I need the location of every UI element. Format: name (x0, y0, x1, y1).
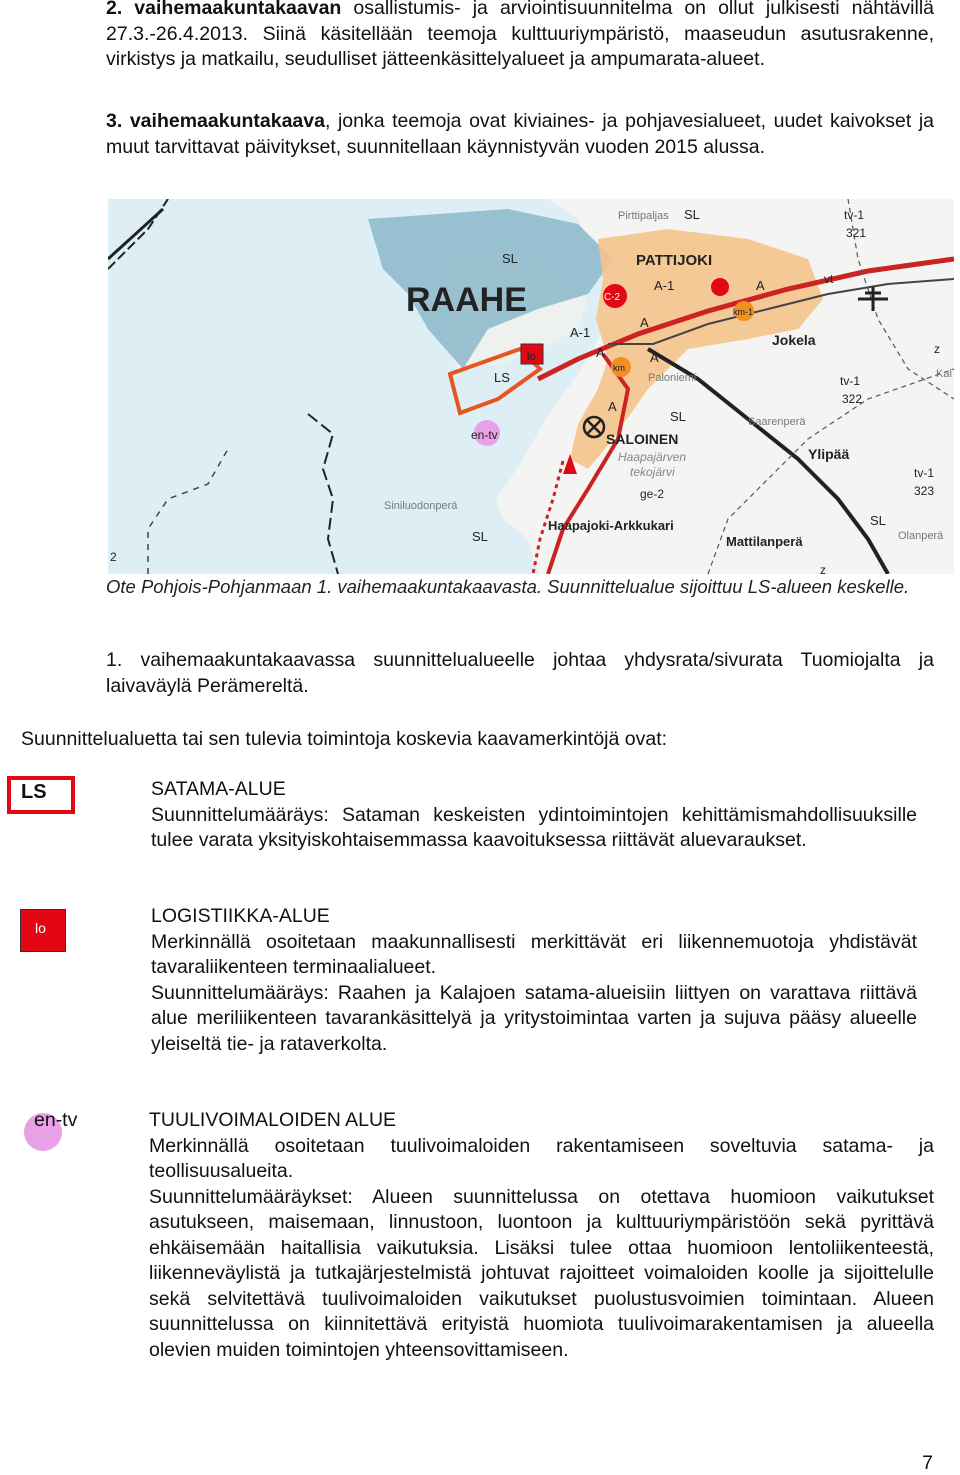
map-label-2: 2 (110, 550, 117, 564)
map-label-tv323-a: tv-1 (914, 466, 935, 480)
map-label-ylipaa: Ylipää (808, 446, 850, 462)
legend-entv-text-1: Merkinnällä osoitetaan tuulivoimaloiden rakentamiseen soveltuvia satama- ja teollisuusalueita. (149, 1134, 934, 1182)
map-label-tekojarvi: tekojärvi (630, 465, 675, 479)
map-label-z-1: z (934, 342, 940, 356)
map-label-tv322-a: tv-1 (840, 374, 861, 388)
map-label-a1-2: A-1 (570, 325, 591, 340)
map-label-sl-1: SL (502, 251, 518, 266)
map-label-haapajarven: Haapajärven (618, 450, 687, 464)
map-label-tv321-b: 321 (846, 226, 867, 240)
map-label-sl-4: SL (870, 513, 886, 528)
map-label-km: km (613, 363, 625, 373)
map-label-z-2: z (820, 563, 826, 574)
map-label-lo: lo (527, 351, 536, 363)
map-label-pirttipaljas: Pirttipaljas (618, 210, 669, 222)
map-label-sl-3: SL (670, 409, 686, 424)
map-label-a-2: A (650, 350, 659, 365)
map-label-a-5: A (596, 345, 605, 360)
map-label-mattilanpera: Mattilanperä (726, 534, 803, 549)
map-label-tv322-b: 322 (842, 392, 863, 406)
ls-symbol (7, 776, 75, 814)
map-label-a-1: A (640, 315, 649, 330)
map-label-vt: vt (824, 272, 834, 286)
map-label-a1-1: A-1 (654, 278, 675, 293)
paragraph-phase2-lead: 2. vaihemaakuntakaavan (106, 0, 342, 19)
map-label-sl-2: SL (684, 207, 700, 222)
map-label-siniluodonpera: Siniluodonperä (384, 500, 458, 512)
map-label-jokela: Jokela (772, 332, 816, 348)
map-label-pattijoki: PATTIJOKI (636, 252, 713, 269)
map-label-km1: km-1 (733, 307, 753, 317)
map-label-olanpera: Olanperä (898, 530, 944, 542)
paragraph-phase3-lead: 3. vaihemaakuntakaava (106, 110, 325, 132)
legend-title: Suunnittelualuetta tai sen tulevia toimintoja koskevia kaavamerkintöjä ovat: (21, 728, 668, 750)
lo-symbol-label: lo (35, 920, 46, 936)
entv-symbol-label: en-tv (34, 1109, 78, 1131)
map-caption: Ote Pohjois-Pohjanmaan 1. vaihemaakuntakaavasta. Suunnittelualue sijoittuu LS-alueen keskelle. (106, 576, 910, 597)
legend-ls (151, 777, 917, 854)
legend-lo-title: LOGISTIIKKA-ALUE (151, 905, 330, 927)
map-label-paloniemi: Paloniemi (648, 372, 697, 384)
map-label-ge2: ge-2 (640, 487, 665, 501)
map-label-saarenpera: Saarenperä (748, 416, 806, 428)
map-label-tv321-a: tv-1 (844, 208, 865, 222)
map-label-a-3: A (608, 399, 617, 414)
legend-entv-title: TUULIVOIMALOIDEN ALUE (149, 1109, 397, 1131)
paragraph-phase2 (106, 0, 934, 73)
map-label-raahe: RAAHE (406, 281, 527, 319)
ls-symbol-label: LS (21, 781, 47, 803)
legend-ls-text: Suunnittelumääräys: Sataman keskeisten ydintoimintojen kehittämismahdollisuuksille tulee varata yksityiskohtaisemmassa kaavoituksessa riittävät aluevaraukset. (151, 803, 917, 851)
legend-lo-text-1: Merkinnällä osoitetaan maakunnallisesti merkittävät eri liikennemuotoja yhdistävät tavaraliikenteen terminaalialueet. (151, 930, 917, 978)
legend-lo (151, 904, 917, 1057)
map-label-haapajoki: Haapajoki-Arkkukari (548, 518, 674, 533)
legend-entv (149, 1108, 934, 1363)
map-label-c2: C-2 (604, 292, 621, 303)
paragraph-phase3-text: , jonka teemoja ovat kiviaines- ja pohjavesialueet, uudet kaivokset ja muut tarvittavat päivitykset, suunnitellaan käynnistyvän vuoden 2015 alussa. (106, 110, 934, 158)
map-label-a-4: A (756, 278, 765, 293)
lo-symbol (20, 909, 66, 952)
map-label-tv323-b: 323 (914, 484, 935, 498)
map-label-ls: LS (494, 370, 510, 385)
map-label-entv: en-tv (471, 428, 498, 442)
legend-lo-text-2: Suunnittelumääräys: Raahen ja Kalajoen satama-alueisiin liittyen on varattava riittävä alue meriliikenteen tavarankäsittelyä ja yritystoimintaa varten ja sujuva pääsy alueelle yleiseltä tie- ja rataverkolta. (151, 981, 917, 1055)
map-label-sl-5: SL (472, 529, 488, 544)
regional-plan-map (108, 199, 954, 574)
legend-ls-title: SATAMA-ALUE (151, 778, 286, 800)
paragraph-phase1: 1. vaihemaakuntakaavassa suunnittelualueelle johtaa yhdysrata/sivurata Tuomiojalta ja laivaväylä Perämereltä. (106, 649, 934, 697)
paragraph-phase3 (106, 109, 934, 160)
map-svg (108, 199, 954, 574)
legend-entv-text-2: Suunnittelumääräykset: Alueen suunnittelussa on otettava huomioon vaikutukset asutukseen, maisemaan, linnustoon, luontoon ja kulttuuriympäristöön sekä pyrittävä ehkäisemään haitallisia vaikutuksia. Lisäksi tulee ottaa huomioon lentoliikenteestä, liikenneväylistä ja tutkajärjestelmistä johtuvat rajoitteet voimaloiden koolle ja sijoittelulle sekä selvitettävä tuulivoimaloiden vaikutukset puolustusvoimien toimintaan. Alueen suunnittelussa on kiinnitettävä erityistä huomiota tuulivoimarakentamisen ja alueella olevien muiden toimintojen yhteensovittamiseen. (149, 1185, 934, 1361)
map-ba-symbol (711, 278, 729, 296)
paragraph-phase2-text: osallistumis- ja arviointisuunnitelma on ollut julkisesti nähtävillä 27.3.-26.4.2013. Siinä käsitellään teemoja kulttuuriympäristö, maaseudun asutusrakenne, virkistys ja matkailu, seudulliset jätteenkäsittelyalueet ja ampumarata-alueet. (106, 0, 935, 70)
map-label-saloinen: SALOINEN (606, 431, 679, 447)
page-number: 7 (922, 1452, 933, 1474)
map-label-kal: Kal (936, 368, 952, 380)
